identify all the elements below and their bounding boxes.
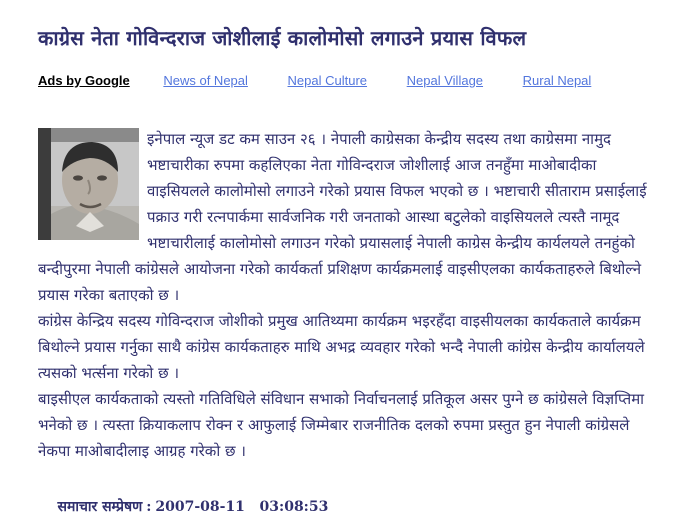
article-paragraph-3: बाइसीएल कार्यकताको त्यस्तो गतिविधिले संविधान सभाको निर्वाचनलाई प्रतिकूल असर पुग्ने छ कांग्रेसले विज्ञप्तिमा भनेको छ । त्यस्ता क्रियाकलाप रोक्न र आफुलाई जिम्मेबार राजनीतिक दलको रुपमा प्रस्तुत हुन नेपाली कांग्रेसले नेकपा माओबादीलाइ आग्रह गरेको छ । bbox=[38, 390, 645, 460]
news-dateline bbox=[38, 481, 328, 532]
portrait-photo-icon bbox=[38, 128, 139, 240]
article-paragraph-2: कांग्रेस केन्द्रिय सदस्य गोविन्दराज जोशीको प्रमुख आतिथ्यमा कार्यक्रम भइरहँदा वाइसीयलका कार्यकताले कार्यक्रम बिथोल्ने प्रयास गर्नुका साथै कांग्रेस कार्यकताहरु माथि अभद्र व्यवहार गरेको भन्दै नेपाली कांग्रेस केन्द्रीय कार्यालयले त्यसको भर्त्सना गरेको छ । bbox=[38, 312, 645, 382]
ads-by-google-bar bbox=[38, 73, 662, 88]
article-headline: काग्रेस नेता गोविन्दराज जोशीलाई कालोमोसो लगाउने प्रयास विफल bbox=[38, 26, 527, 50]
article-body bbox=[38, 126, 662, 464]
ad-link-nepal-culture[interactable]: Nepal Culture bbox=[287, 73, 368, 88]
ad-link-news-of-nepal[interactable]: News of Nepal bbox=[163, 73, 248, 88]
dateline-datetime: 2007-08-11 03:08:53 bbox=[155, 499, 329, 515]
ad-link-nepal-village[interactable]: Nepal Village bbox=[406, 73, 484, 88]
ad-link-rural-nepal[interactable]: Rural Nepal bbox=[522, 73, 592, 88]
article-photo bbox=[38, 128, 139, 240]
dateline-label: समाचार सम्प्रेषण bbox=[57, 499, 143, 515]
ads-by-google-label[interactable]: Ads by Google bbox=[38, 73, 130, 88]
article-paragraph-1: इनेपाल न्यूज डट कम साउन २६ । नेपाली काग्रेसका केन्द्रीय सदस्य तथा काग्रेसमा नामुद भष्टाचारीका रुपमा कहलिएका नेता गोविन्दराज जोशीलाई आज तनहुँमा माओबादीका वाइसियलले कालोमोसो लगाउने गरेको प्रयास विफल भएको छ । भष्टाचारी सीताराम प्रसाईलाई पक्राउ गरी रत्नपार्कमा सार्वजनिक गरी जनताको आस्था बटुलेको वाइसियलले त्यस्तै नामूद भष्टाचारीलाई कालोमोसो लगाउन गरेको प्रयासलाई नेपाली काग्रेस केन्द्रीय कार्यलयले तनहुंको बन्दीपुरमा नेपाली कांग्रेसले आयोजना गरेको कार्यकर्ता प्रशिक्षण कार्यक्रमलाई वाइसीएलका कार्यकताहरुले बिथोल्ने प्रयास गरेका बताएको छ । bbox=[38, 130, 647, 304]
dateline-separator: : bbox=[146, 499, 152, 515]
